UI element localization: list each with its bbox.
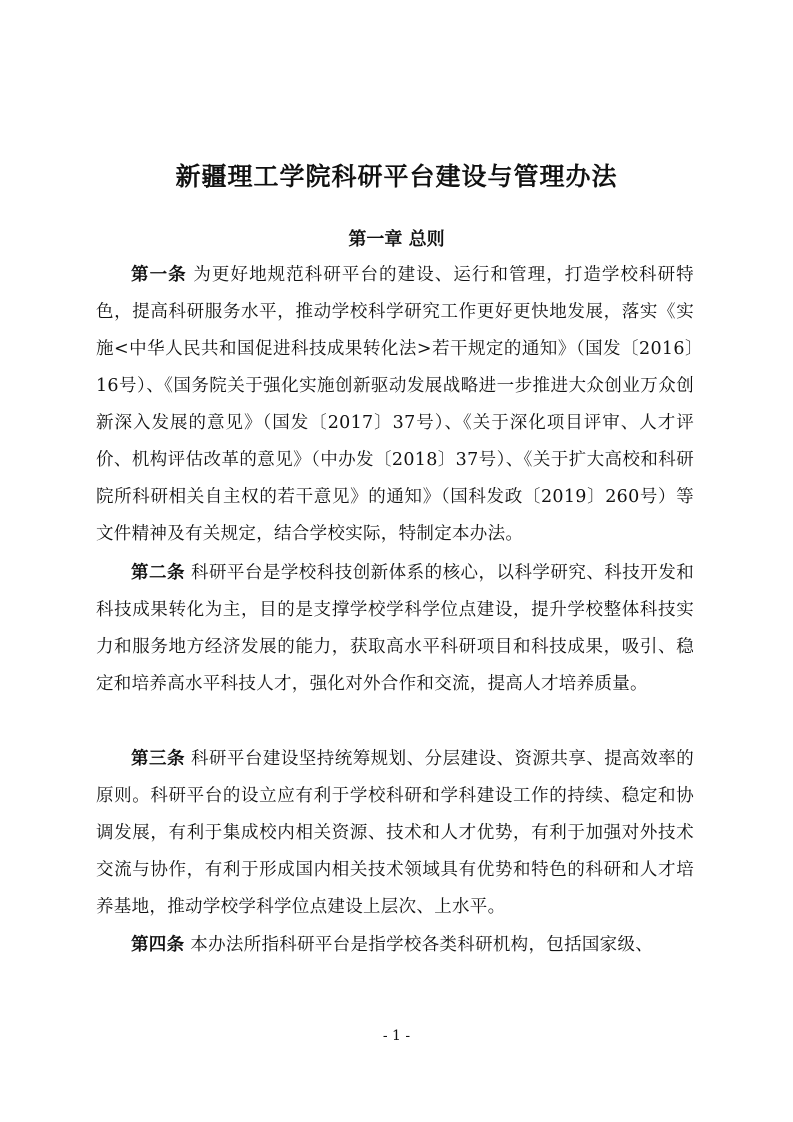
- chapter-heading: 第一章 总则: [348, 229, 445, 250]
- article-paragraph: [96, 927, 694, 964]
- page-number: - 1 -: [382, 1028, 411, 1044]
- article-text: 科研平台是学校科技创新体系的核心，以科学研究、科技开发和科技成果转化为主，目的是支撑学校学科学位点建设，提升学校整体科技实力和服务地方经济发展的能力，获取高水平科研项目和科技成果，吸引、稳定和培养高水平科技人才，强化对外合作和交流，提高人才培养质量。: [96, 563, 694, 694]
- article-label: 第二条: [131, 563, 185, 583]
- article-paragraph: [96, 741, 694, 926]
- article-text: 科研平台建设坚持统筹规划、分层建设、资源共享、提高效率的原则。科研平台的设立应有利于学校科研和学科建设工作的持续、稳定和协调发展，有利于集成校内相关资源、技术和人才优势，有利于加强对外技术交流与协作，有利于形成国内相关技术领域具有优势和特色的科研和人才培养基地，推动学校学科学位点建设上层次、上水平。: [96, 749, 694, 917]
- article-label: 第四条: [131, 935, 185, 955]
- article-text: 本办法所指科研平台是指学校各类科研机构，包括国家级、: [190, 935, 654, 955]
- article-label: 第一条: [131, 265, 187, 285]
- article-paragraph: [96, 257, 694, 553]
- article-label: 第三条: [131, 749, 185, 769]
- article-paragraph: [96, 555, 694, 703]
- document-title: 新疆理工学院科研平台建设与管理办法: [175, 161, 618, 191]
- article-text: 为更好地规范科研平台的建设、运行和管理，打造学校科研特色，提高科研服务水平，推动学校科学研究工作更好更快地发展，落实《实施<中华人民共和国促进科技成果转化法>若干规定的通知》（国发〔2016〕16号）、《国务院关于强化实施创新驱动发展战略进一步推进大众创业万众创新深入发展的意见》（国发〔2017〕37号）、《关于深化项目评审、人才评价、机构评估改革的意见》（中办发〔2018〕37号）、《关于扩大高校和科研院所科研相关自主权的若干意见》的通知》（国科发政〔2019〕260号）等文件精神及有关规定，结合学校实际，特制定本办法。: [96, 265, 694, 544]
